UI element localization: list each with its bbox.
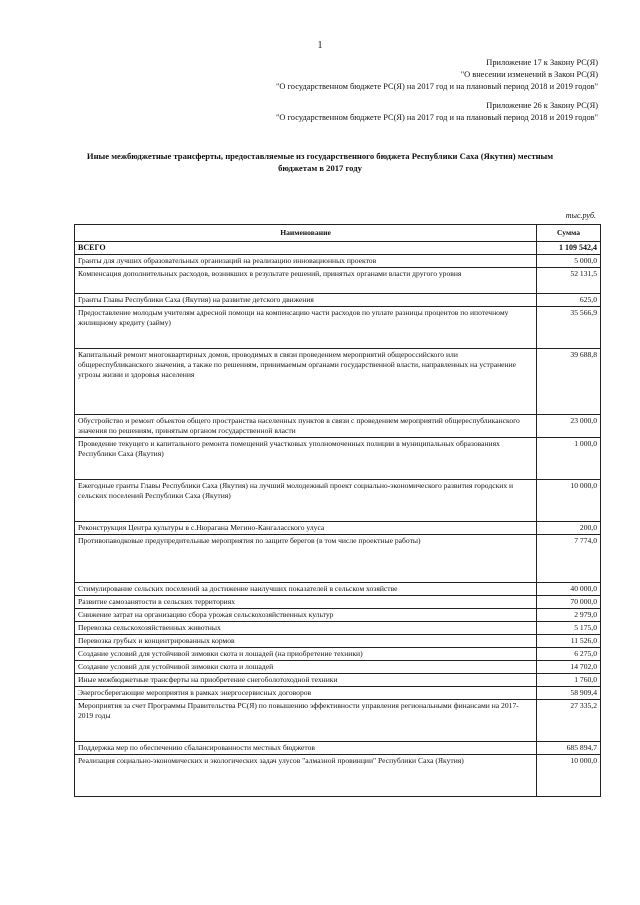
row-name: Компенсация дополнительных расходов, возникших в результате решений, принятых органами власти другого уровня [75, 268, 537, 294]
table-row [75, 415, 601, 438]
row-sum: 23 000,0 [537, 415, 601, 438]
table-row [75, 635, 601, 648]
row-name: Стимулирование сельских поселений за достижение наилучших показателей в сельском хозяйстве [75, 583, 537, 596]
annex-17-line-2: "О внесении изменений в Закон РС(Я) [460, 70, 598, 79]
row-name: Поддержка мер по обеспечению сбалансированности местных бюджетов [75, 742, 537, 755]
table-row [75, 742, 601, 755]
document-title: Иные межбюджетные трансферты, предоставляемые из государственного бюджета Республики Саха (Якутия) местным бюджетам в 2017 году [86, 151, 554, 173]
row-name: Энергосберегающие мероприятия в рамках энергосервисных договоров [75, 687, 537, 700]
table-row [75, 648, 601, 661]
table-row [75, 349, 601, 415]
header-sum: Сумма [537, 225, 601, 242]
row-sum: 625,0 [537, 294, 601, 307]
row-sum: 2 979,0 [537, 609, 601, 622]
row-sum: 6 275,0 [537, 648, 601, 661]
row-name: Проведение текущего и капитального ремонта помещений участковых уполномоченных полиции в муниципальных образованиях Республики Саха (Якутия) [75, 438, 537, 480]
row-sum: 1 760,0 [537, 674, 601, 687]
table-row [75, 255, 601, 268]
annex-26-line-2: "О государственном бюджете РС(Я) на 2017 год и на плановый период 2018 и 2019 годов" [276, 113, 598, 122]
table-row [75, 609, 601, 622]
row-sum: 40 000,0 [537, 583, 601, 596]
annex-26-header [276, 100, 598, 124]
row-name: Обустройство и ремонт объектов общего пространства населенных пунктов в связи с проведением мероприятий общереспубликанского значения по решениям, принятым органом государственной власти [75, 415, 537, 438]
row-name: Гранты Главы Республики Саха (Якутия) на развитие детского движения [75, 294, 537, 307]
row-name: Реализация социально-экономических и экологических задач улусов "алмазной провинции" Республики Саха (Якутия) [75, 755, 537, 797]
row-name: Перевозка грубых и концентрированных кормов [75, 635, 537, 648]
row-sum: 685 894,7 [537, 742, 601, 755]
table-row [75, 294, 601, 307]
total-sum: 1 109 542,4 [537, 242, 601, 255]
table-row [75, 480, 601, 522]
row-sum: 5 000,0 [537, 255, 601, 268]
table-row [75, 596, 601, 609]
annex-17-header [276, 57, 598, 93]
row-sum: 10 000,0 [537, 755, 601, 797]
row-sum: 14 702,0 [537, 661, 601, 674]
table-row [75, 438, 601, 480]
units-label: тыс.руб. [565, 211, 596, 220]
row-sum: 1 000,0 [537, 438, 601, 480]
row-sum: 27 335,2 [537, 700, 601, 742]
table-row [75, 622, 601, 635]
row-sum: 39 688,8 [537, 349, 601, 415]
total-label: ВСЕГО [75, 242, 537, 255]
table-row [75, 583, 601, 596]
row-name: Снижение затрат на организацию сбора урожая сельскохозяйственных культур [75, 609, 537, 622]
row-name: Мероприятия за счет Программы Правительства РС(Я) по повышению эффективности управления региональными финансами на 2017-2019 годы [75, 700, 537, 742]
table-row [75, 755, 601, 797]
row-name: Иные межбюджетные трансферты на приобретение снегоболотоходной техники [75, 674, 537, 687]
table-row [75, 268, 601, 294]
row-name: Реконструкция Центра культуры в с.Нюрагана Мегино-Кангаласского улуса [75, 522, 537, 535]
annex-26-line-1: Приложение 26 к Закону РС(Я) [486, 101, 598, 110]
row-sum: 7 774,0 [537, 535, 601, 583]
row-name: Ежегодные гранты Главы Республики Саха (Якутия) на лучший молодежный проект социально-экономического развития городских и сельских поселений Республики Саха (Якутия) [75, 480, 537, 522]
row-sum: 10 000,0 [537, 480, 601, 522]
row-name: Развитие самозанятости в сельских территориях [75, 596, 537, 609]
row-name: Создание условий для устойчивой зимовки скота и лошадей [75, 661, 537, 674]
table-row [75, 307, 601, 349]
table-row [75, 687, 601, 700]
annex-17-line-3: "О государственном бюджете РС(Я) на 2017 год и на плановый период 2018 и 2019 годов" [276, 82, 598, 91]
header-name: Наименование [75, 225, 537, 242]
total-row [75, 242, 601, 255]
table-row [75, 535, 601, 583]
table-row [75, 522, 601, 535]
row-name: Капитальный ремонт многоквартирных домов, проводимых в связи проведением мероприятий общероссийского или общереспубликанского значения, а также по решениям, принимаемым органами государственной власти, направленных на устранение угрозы жизни и здоровья населения [75, 349, 537, 415]
row-name: Предоставление молодым учителям адресной помощи на компенсацию части расходов по уплате разницы процентов по ипотечному жилищному кредиту (займу) [75, 307, 537, 349]
page-number: 1 [317, 40, 323, 51]
table-row [75, 700, 601, 742]
row-sum: 200,0 [537, 522, 601, 535]
row-sum: 11 526,0 [537, 635, 601, 648]
transfers-table [74, 224, 601, 797]
row-name: Создание условий для устойчивой зимовки скота и лошадей (на приобретение техники) [75, 648, 537, 661]
table-row [75, 661, 601, 674]
row-sum: 35 566,9 [537, 307, 601, 349]
table-row [75, 674, 601, 687]
table-header-row [75, 225, 601, 242]
row-sum: 70 000,0 [537, 596, 601, 609]
row-sum: 52 131,5 [537, 268, 601, 294]
annex-17-line-1: Приложение 17 к Закону РС(Я) [486, 58, 598, 67]
row-name: Гранты для лучших образовательных организаций на реализацию инновационных проектов [75, 255, 537, 268]
row-sum: 5 175,0 [537, 622, 601, 635]
row-name: Перевозка сельскохозяйственных животных [75, 622, 537, 635]
row-sum: 58 909,4 [537, 687, 601, 700]
row-name: Противопаводковые предупредительные мероприятия по защите берегов (в том числе проектные работы) [75, 535, 537, 583]
